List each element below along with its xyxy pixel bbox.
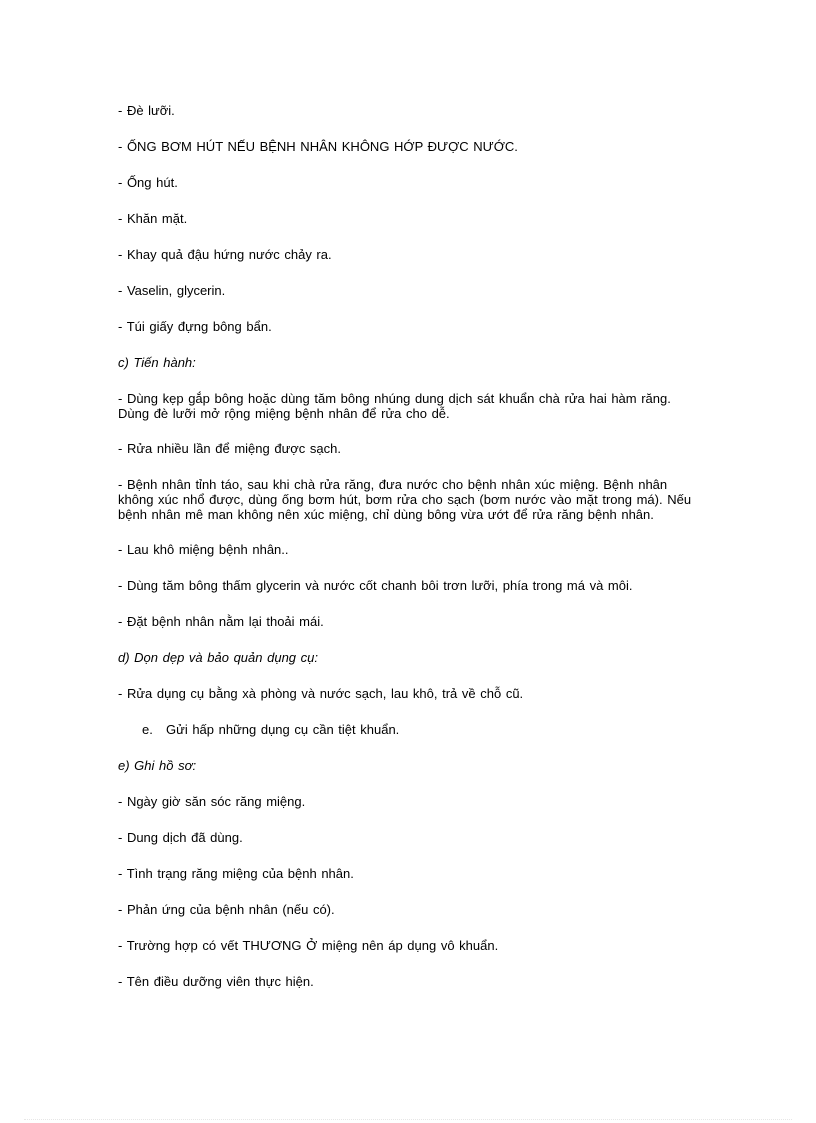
list-item: - Khăn mặt. xyxy=(118,211,188,226)
list-item: - Tên điều dưỡng viên thực hiện. xyxy=(118,974,314,989)
item-text: Gửi hấp những dụng cụ cần tiệt khuẩn. xyxy=(166,722,400,737)
list-item: - Bệnh nhân tỉnh táo, sau khi chà rửa răng, đưa nước cho bệnh nhân xúc miệng. Bệnh nhân không xúc nhổ được, dùng ống bơm hút, bơm rửa cho sạch (bơm nước vào mặt trong má). Nếu bệnh nhân mê man không nên xúc miệng, chỉ dùng bông vừa ướt để rửa răng bệnh nhân. xyxy=(118,477,696,522)
page-bottom-divider xyxy=(24,1119,792,1120)
list-item: - Khay quả đậu hứng nước chảy ra. xyxy=(118,247,332,262)
list-item: - ỐNG BƠM HÚT NẾU BỆNH NHÂN KHÔNG HỚP ĐƯỢC NƯỚC. xyxy=(118,139,518,154)
list-item: - Đè lưỡi. xyxy=(118,103,175,118)
document-page xyxy=(118,103,698,1010)
list-item: - Dùng tăm bông thấm glycerin và nước cốt chanh bôi trơn lưỡi, phía trong má và môi. xyxy=(118,578,633,593)
section-heading-c: c) Tiến hành: xyxy=(118,355,196,370)
section-heading-e: e) Ghi hồ sơ: xyxy=(118,758,197,773)
list-item: - Lau khô miệng bệnh nhân.. xyxy=(118,542,289,557)
lettered-item-e xyxy=(118,722,698,737)
list-item: - Đặt bệnh nhân nằm lại thoải mái. xyxy=(118,614,324,629)
list-item: - Rửa dụng cụ bằng xà phòng và nước sạch, lau khô, trả về chỗ cũ. xyxy=(118,686,524,701)
list-item: - Vaselin, glycerin. xyxy=(118,283,226,298)
list-item: - Phản ứng của bệnh nhân (nếu có). xyxy=(118,902,335,917)
list-item: - Trường hợp có vết THƯƠNG Ở miệng nên áp dụng vô khuẩn. xyxy=(118,938,499,953)
list-item: - Tình trạng răng miệng của bệnh nhân. xyxy=(118,866,354,881)
list-item: - Dung dịch đã dùng. xyxy=(118,830,243,845)
list-item: - Rửa nhiều lần để miệng được sạch. xyxy=(118,441,341,456)
item-marker: e. xyxy=(142,722,153,737)
list-item: - Túi giấy đựng bông bẩn. xyxy=(118,319,272,334)
list-item: - Ngày giờ săn sóc răng miệng. xyxy=(118,794,306,809)
section-heading-d: d) Dọn dẹp và bảo quản dụng cụ: xyxy=(118,650,318,665)
list-item: - Ống hút. xyxy=(118,175,178,190)
list-item: - Dùng kẹp gắp bông hoặc dùng tăm bông nhúng dung dịch sát khuẩn chà rửa hai hàm răng. Dùng đè lưỡi mở rộng miệng bệnh nhân để rửa cho dễ. xyxy=(118,391,676,421)
